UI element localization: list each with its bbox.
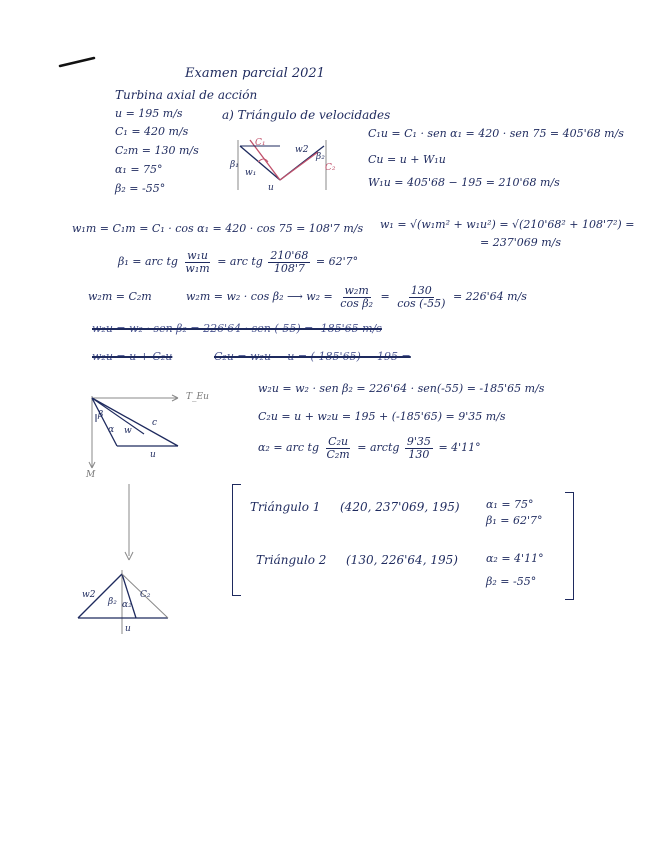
- tri-label-w1: w₁: [245, 168, 257, 178]
- velocity-triangle-diagram: [228, 132, 338, 194]
- eq-w1: [380, 218, 634, 231]
- eq-w2m-frac2: [395, 285, 447, 309]
- sketch2-label-u: u: [125, 624, 131, 634]
- eq-w2u: w₂u = w₂ · sen β₂ = 226'64 · sen(-55) = -185'65 m/s: [258, 382, 545, 395]
- tri-label-c2: C₂: [325, 163, 336, 173]
- given-c2m: C₂m = 130 m/s: [115, 144, 199, 157]
- eq-alpha2-result: = 4'11°: [438, 441, 481, 455]
- summary-right-bracket: [565, 492, 574, 600]
- eq-beta1-result: = 62'7°: [315, 255, 359, 269]
- eq-w1m: w₁m = C₁m = C₁ · cos α₁ = 420 · cos 75 = 108'7 m/s: [72, 222, 364, 235]
- eq-beta1-lhs: β₁ = arc tg: [118, 255, 178, 269]
- eq-w1-result: = 237'069 m/s: [480, 236, 562, 249]
- eq-w2m-mid: w₂m = w₂ · cos β₂ ⟶ w₂ =: [186, 290, 333, 304]
- eq-alpha2: [258, 436, 481, 460]
- sketch-label-w: w: [124, 426, 132, 436]
- tri-label-u: u: [268, 183, 274, 193]
- page-title: Examen parcial 2021: [185, 66, 325, 81]
- eq-w2m-eq: =: [380, 290, 390, 304]
- eq-w1-lhs: w₁ =: [380, 218, 407, 231]
- eq-beta1: [118, 250, 358, 274]
- eq-beta1-frac2: [268, 250, 310, 274]
- sketch2-label-beta: β₂: [108, 597, 117, 607]
- sketch-label-alpha: α: [108, 425, 115, 435]
- frac-den: 130: [408, 447, 430, 461]
- given-beta2: β₂ = -55°: [115, 182, 166, 195]
- summary-t2-label: Triángulo 2: [256, 553, 327, 567]
- frac-den: cos β₂: [340, 296, 373, 310]
- eq-w2m: [186, 285, 527, 309]
- summary-t1-values: (420, 237'069, 195): [340, 500, 460, 514]
- struck-line-3: C₂u = w₂u − u = (-185'65) − 195 =: [214, 350, 411, 363]
- struck-line-2: w₂u = u + C₂u: [92, 350, 173, 363]
- eq-alpha2-frac2: [405, 436, 433, 460]
- eq-w1u: W₁u = 405'68 − 195 = 210'68 m/s: [368, 176, 560, 189]
- sketch-label-u: u: [150, 450, 156, 460]
- given-c1: C₁ = 420 m/s: [115, 125, 189, 138]
- eq-w1-root: √(w₁m² + w₁u²) = √(210'68² + 108'7²) =: [410, 218, 635, 231]
- frac-den: cos (-55): [397, 296, 446, 310]
- eq-w2m-lhs: w₂m = C₂m: [88, 290, 152, 303]
- eq-beta1-frac1: [183, 250, 211, 274]
- sketch-label-c: c: [152, 418, 158, 428]
- eq-alpha2-frac1: [324, 436, 351, 460]
- frac-den: 108'7: [273, 261, 305, 275]
- tri-label-w2: w2: [295, 145, 309, 155]
- frac-num: C₂u: [328, 435, 349, 448]
- frac-num: 210'68: [270, 249, 309, 262]
- frac-num: 9'35: [406, 435, 431, 448]
- frac-num: w₂m: [344, 284, 369, 297]
- given-u: u = 195 m/s: [115, 107, 183, 120]
- eq-w2m-result: = 226'64 m/s: [452, 290, 527, 304]
- tri-label-beta2: β₂: [316, 152, 325, 162]
- frac-num: w₁u: [187, 249, 209, 262]
- summary-t2-alpha: α₂ = 4'11°: [486, 552, 544, 565]
- given-alpha1: α₁ = 75°: [115, 163, 163, 176]
- summary-t2-beta: β₂ = -55°: [486, 575, 537, 588]
- page-subtitle: Turbina axial de acción: [115, 88, 258, 102]
- eq-cu: Cu = u + W₁u: [368, 153, 446, 166]
- sketch-label-teu: T_Eu: [186, 392, 209, 402]
- pen-mark: [58, 56, 98, 70]
- sketch2-label-c2: C₂: [140, 590, 151, 600]
- summary-left-bracket: [232, 484, 241, 596]
- summary-t1-beta: β₁ = 62'7°: [486, 514, 543, 527]
- eq-w2m-frac1: [338, 285, 375, 309]
- eq-c2u: C₂u = u + w₂u = 195 + (-185'65) = 9'35 m/s: [258, 410, 506, 423]
- frac-den: C₂m: [326, 447, 350, 461]
- section-a-heading: a) Triángulo de velocidades: [222, 108, 391, 122]
- eq-alpha2-lhs: α₂ = arc tg: [258, 441, 319, 455]
- struck-line-1: w₂u = w₂ · sen β₂ = 226'64 · sen (-55) = -185'65 m/s: [92, 322, 382, 335]
- eq-c1u: C₁u = C₁ · sen α₁ = 420 · sen 75 = 405'68 m/s: [368, 127, 624, 140]
- frac-num: 130: [410, 284, 432, 297]
- summary-t2-values: (130, 226'64, 195): [346, 553, 458, 567]
- sketch2-label-alpha: α₂: [122, 600, 132, 610]
- summary-t1-alpha: α₁ = 75°: [486, 498, 534, 511]
- sketch-triangle-1: [82, 392, 202, 472]
- down-arrow-icon: [122, 482, 136, 562]
- sketch2-label-w2: w2: [82, 590, 96, 600]
- eq-beta1-mid: = arc tg: [217, 255, 263, 269]
- eq-alpha2-mid: = arctg: [357, 441, 400, 455]
- sketch-label-m: M: [86, 470, 96, 480]
- tri-label-beta1: β₁: [230, 160, 239, 170]
- frac-den: w₁m: [185, 261, 210, 275]
- summary-t1-label: Triángulo 1: [250, 500, 321, 514]
- tri-label-c1: C₁: [255, 138, 266, 148]
- sketch-label-beta: β: [98, 410, 104, 420]
